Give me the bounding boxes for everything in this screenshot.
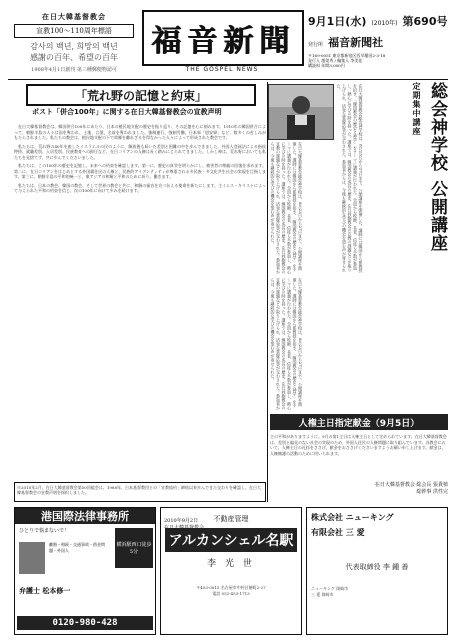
- issue-year: (2010年): [371, 20, 398, 27]
- real-estate-tel: 電話 052-453-1713: [212, 591, 250, 596]
- publisher-label: 発行所: [308, 42, 324, 48]
- human-rights-title: 人権主日指定献金（9月5日）: [270, 414, 448, 430]
- article-footnote: ※2010年2月、在日大韓基督教会第50回総会は、1988年、日本基督教団との「宣教協約」締結以来歩んできた交わりを確認し、在日大韓基督教会の宣教声明を採択しました。: [14, 482, 266, 502]
- publisher-name: 福音新聞社: [328, 36, 384, 49]
- branch-new-king: ニューキング 岡崎市: [311, 586, 349, 591]
- lecture-body-text-cont2: 在日大韓基督教会総会神学校は、8月23日から27日まで、公開講座を開催した。講師には韓国から崔教授を招き、「韓国教会の歴史と神学」をテーマに講義が行われた。全国から牧師、長老、信徒ら多数が参加し、熱心に学びの時を持った。講座では、韓国教会の成長の歴史、在日同胞教会の宣教の課題などが取り上げられ、活発な質疑応答が交わされた。参加者からは、今後も継続的な学びの機会を望む声が寄せられた。: [270, 278, 303, 410]
- subscription-info: 購読料 年間3,000円: [308, 63, 345, 68]
- company-sanai: 有限会社 三 愛: [311, 528, 365, 537]
- article-paragraph: 在日大韓基督教会は、韓国併合100年にあたり、日本の植民地支配の歴史を振り返り、その記憶を心に刻みます。1910年の韓国併合によって、朝鮮半島の人々は国を奪われ、土地、言葉、名前を奪われました。強制連行、強制労働、日本軍「慰安婦」など、数多くの苦しみがもたらされました。私たちの教会は、植民地支配の下で故郷を離れざるを得なかった人々によって形成された教会です。: [14, 124, 266, 140]
- lawyer-photo: [19, 542, 45, 574]
- newspaper-subtitle: THE GOSPEL NEWS: [185, 66, 259, 73]
- real-estate-address: 〒453-0015 名古屋市中村区椿町2-27: [196, 585, 266, 590]
- real-estate-category: 不動産管理: [213, 515, 249, 523]
- company-ceo: 代表取締役 李 鍾 善: [345, 563, 409, 571]
- signature-date: 2010年9月2日: [164, 518, 199, 524]
- lecture-headline-side: 定期集中講座: [412, 82, 422, 136]
- church-name: 在日大韓基督教会: [42, 12, 106, 21]
- founding-info: 1908年4月1日創刊 第三種郵便物認可: [31, 67, 117, 73]
- law-office-phone: 0120-980-428: [17, 616, 153, 630]
- human-rights-body: 主の平和がありますように。9月の第1主日は人権主日として定められています。在日大韓基督教会は、差別と偏見のない社会の実現のため、外国人住民の人権問題に取り組んでいます。各教会において、人権主日の礼拝をささげ、献金をおささげくださいますようお願い申し上げます。献金は、人権擁護の活動のために用いられます。: [270, 434, 447, 456]
- company-new-king: 株式会社 ニューキング: [311, 513, 394, 522]
- lawyer-name: 弁護士 松本修一: [19, 586, 71, 595]
- lecture-headline-main: 総会神学校公開講座: [427, 82, 447, 252]
- article-paragraph: 私たちは、この100年の歴史を記憶し、未来への約束を確認します。第一に、歴史の真実を明らかにし、被害者の尊厳の回復を求めます。第二に、在日コリアンをはじめとする外国籍住民の人権と、民族的アイデンティティが尊重される多民族・多文化共生社会の実現を目指します。第三に、朝鮮半島の平和的統一と、東アジアの和解と平和のために祈り、働きます。: [14, 163, 266, 179]
- lecture-body-text: 在日大韓基督教会総会神学校は、8月23日から27日まで、公開講座を開催した。講師には韓国から崔教授を招き、「韓国教会の歴史と神学」をテーマに講義が行われた。全国から牧師、長老、信徒ら多数が参加し、熱心に学びの時を持った。講座では、韓国教会の成長の歴史、在日同胞教会の宣教の課題などが取り上げられ、活発な質疑応答が交わされた。参加者からは、今後も継続的な学びの機会を望む声が寄せられた。: [336, 84, 364, 273]
- masthead-logo: [142, 10, 304, 66]
- newspaper-title: 福音新聞: [151, 24, 295, 59]
- motto-japanese: 感謝の百年、希望の百年: [30, 53, 118, 62]
- lecture-body-mid: [270, 142, 334, 274]
- anniversary-motto-label: 宣教100〜110周年標語: [14, 24, 134, 38]
- ad-law-office: [14, 507, 156, 635]
- real-estate-owner: 李 光 世: [207, 559, 255, 569]
- lecture-body-top: [336, 84, 408, 274]
- lecture-headline: [410, 82, 450, 272]
- law-office-services: 離婚・相続・交通事故・借金問題・外国人: [49, 542, 105, 553]
- article-headline: 「荒れ野の記憶と約束」: [26, 84, 256, 106]
- law-office-badge: 横浜駅西口徒歩5分: [115, 528, 153, 568]
- masthead: [142, 10, 302, 76]
- lecture-body-text-cont: 在日大韓基督教会総会神学校は、8月23日から27日まで、公開講座を開催した。講師には韓国から崔教授を招き、「韓国教会の歴史と神学」をテーマに講義が行われた。全国から牧師、長老、信徒ら多数が参加し、熱心に学びの時を持った。講座では、韓国教会の成長の歴史、在日同胞教会の宣教の課題などが取り上げられ、活発な質疑応答が交わされた。参加者からは、今後も継続的な学びの機会を望む声が寄せられた。: [270, 142, 303, 274]
- law-office-tagline: ひとりで悩まないで！: [19, 528, 70, 534]
- article-paragraph: 私たちは、日本の教会、韓国の教会、そして世界の教会と共に、和解の福音を宣べ伝える使命を新たにします。主イエス・キリストによって与えられた平和の約束を信じ、次の100年に向けて歩みを続けます。: [14, 182, 266, 193]
- editor-info: 発行人 趙榮秀 / 編集人 李美花: [308, 58, 363, 63]
- column-divider: [267, 82, 268, 502]
- publisher-address: 〒169-0051 東京都新宿区西早稲田2-3-18: [308, 53, 386, 58]
- article-body: [14, 124, 266, 516]
- law-office-title: 港国際法律事務所: [15, 508, 155, 524]
- article-subhead: ポスト「併合100年」に関する在日大韓基督教会の宣教声明: [32, 108, 222, 116]
- branch-sanai: 三 愛 岡崎市: [311, 592, 334, 597]
- ad-real-estate: [160, 507, 302, 635]
- lecture-body-bottom: [270, 278, 448, 410]
- issue-number: 第690号: [402, 15, 448, 28]
- article-paragraph: 私たちは、荒れ野の40年を旅したイスラエルの民のように、解放後も続いた差別と困難の中を歩んできました。外国人登録法による指紋押捺、就職差別、入居差別、民族教育への抑圧など、在日コリアンの人権は長く踏みにじられてきました。しかし神は、荒れ野においても私たちを見捨てず、共に歩んでくださいました。: [14, 143, 266, 160]
- ad-new-king: [306, 507, 448, 635]
- real-estate-name: アルカンシェル名駅: [165, 528, 297, 552]
- issue-date: 9月1日(水): [308, 15, 367, 28]
- header-left-box: [8, 12, 140, 74]
- speaker-photo: [268, 84, 334, 140]
- header-right-box: [308, 10, 448, 78]
- motto-korean: 감사의 백년, 희망의 백년: [30, 42, 118, 51]
- human-rights-signature: 在日大韓基督教会 総会長 張貴植 総幹事 洪性完: [374, 482, 448, 495]
- header-divider: [8, 79, 448, 80]
